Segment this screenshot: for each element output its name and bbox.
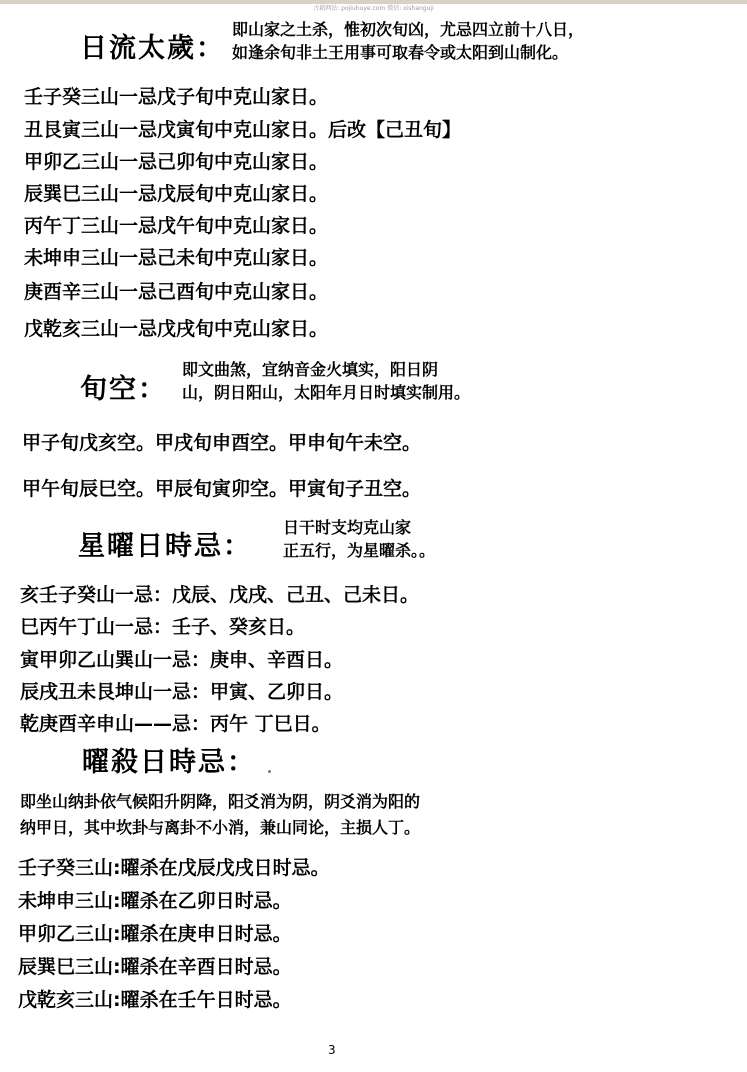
note-line: 即文曲煞，宜纳音金火填实，阳日阴 [182, 360, 439, 379]
text-line: 庚酉辛三山一忌己酉旬中克山家日。 [24, 281, 329, 303]
text-line: 甲卯乙三山一忌己卯旬中克山家日。 [24, 151, 329, 173]
section-heading-xing-yao-ri-shi-ji: 星曜日時忌： [78, 531, 252, 562]
section-note [232, 18, 584, 64]
section-note [182, 358, 470, 404]
text-line: 甲午旬辰巳空。甲辰旬寅卯空。甲寅旬子丑空。 [22, 478, 422, 500]
note-line: 山，阴日阳山，太阳年月日时填实制用。 [182, 383, 471, 402]
text-line: 亥壬子癸山一忌：戊辰、戊戌、己丑、己未日。 [20, 584, 420, 606]
text-line: 戊乾亥三山:曜杀在壬午日时忌。 [18, 989, 292, 1011]
text-line: 乾庚酉辛申山——忌：丙午 丁巳日。 [20, 713, 331, 735]
text-line: 辰戌丑未艮坤山一忌：甲寅、乙卯日。 [20, 681, 344, 703]
watermark: 古籍网站: pojiuhuye.com 微信: xishanguji [313, 5, 434, 12]
note-line: 即山家之土杀，惟初次旬凶，尤忌四立前十八日， [232, 20, 585, 39]
section-heading-yao-sha-ri-shi-ji: 曜殺日時忌： [82, 747, 256, 778]
text-line: 甲卯乙三山:曜杀在庚申日时忌。 [18, 923, 292, 945]
section-heading-xun-kong: 旬空： [80, 374, 167, 405]
text-line: 壬子癸三山一忌戊子旬中克山家日。 [24, 86, 329, 108]
text-line: 辰巽巳三山一忌戊辰旬中克山家日。 [24, 183, 329, 205]
paragraph-line: 即坐山纳卦依气候阳升阴降，阳爻消为阴，阴爻消为阳的 [20, 792, 421, 811]
note-line: 如逢余旬非土王用事可取春令或太阳到山制化。 [232, 43, 569, 62]
text-line: 戊乾亥三山一忌戊戌旬中克山家日。 [24, 318, 329, 340]
paragraph-line: 纳甲日，其中坎卦与离卦不小消，兼山同论，主损人丁。 [20, 818, 421, 837]
text-line: 巳丙午丁山一忌：壬子、癸亥日。 [20, 616, 306, 638]
text-line: 壬子癸三山:曜杀在戊辰戊戌日时忌。 [18, 857, 330, 879]
note-line: 日干时支均克山家 [283, 518, 412, 537]
page-number: 3 [328, 1043, 336, 1057]
section-heading-ri-liu-tai-sui: 日流太歲： [80, 33, 225, 64]
text-line: 丙午丁三山一忌戊午旬中克山家日。 [24, 215, 329, 237]
text-line: 未坤申三山一忌己未旬中克山家日。 [24, 247, 329, 269]
section-paragraph [20, 789, 420, 841]
text-line: 未坤申三山:曜杀在乙卯日时忌。 [18, 890, 292, 912]
text-line: 寅甲卯乙山巽山一忌：庚申、辛酉日。 [20, 649, 344, 671]
speck [268, 770, 271, 773]
text-line: 甲子旬戊亥空。甲戌旬申酉空。甲申旬午未空。 [22, 432, 422, 454]
text-line: 辰巽巳三山:曜杀在辛酉日时忌。 [18, 956, 292, 978]
section-note [283, 516, 435, 562]
text-line: 丑艮寅三山一忌戊寅旬中克山家日。后改【己丑旬】 [24, 119, 462, 141]
note-line: 正五行，为星曜杀。。 [283, 541, 436, 560]
